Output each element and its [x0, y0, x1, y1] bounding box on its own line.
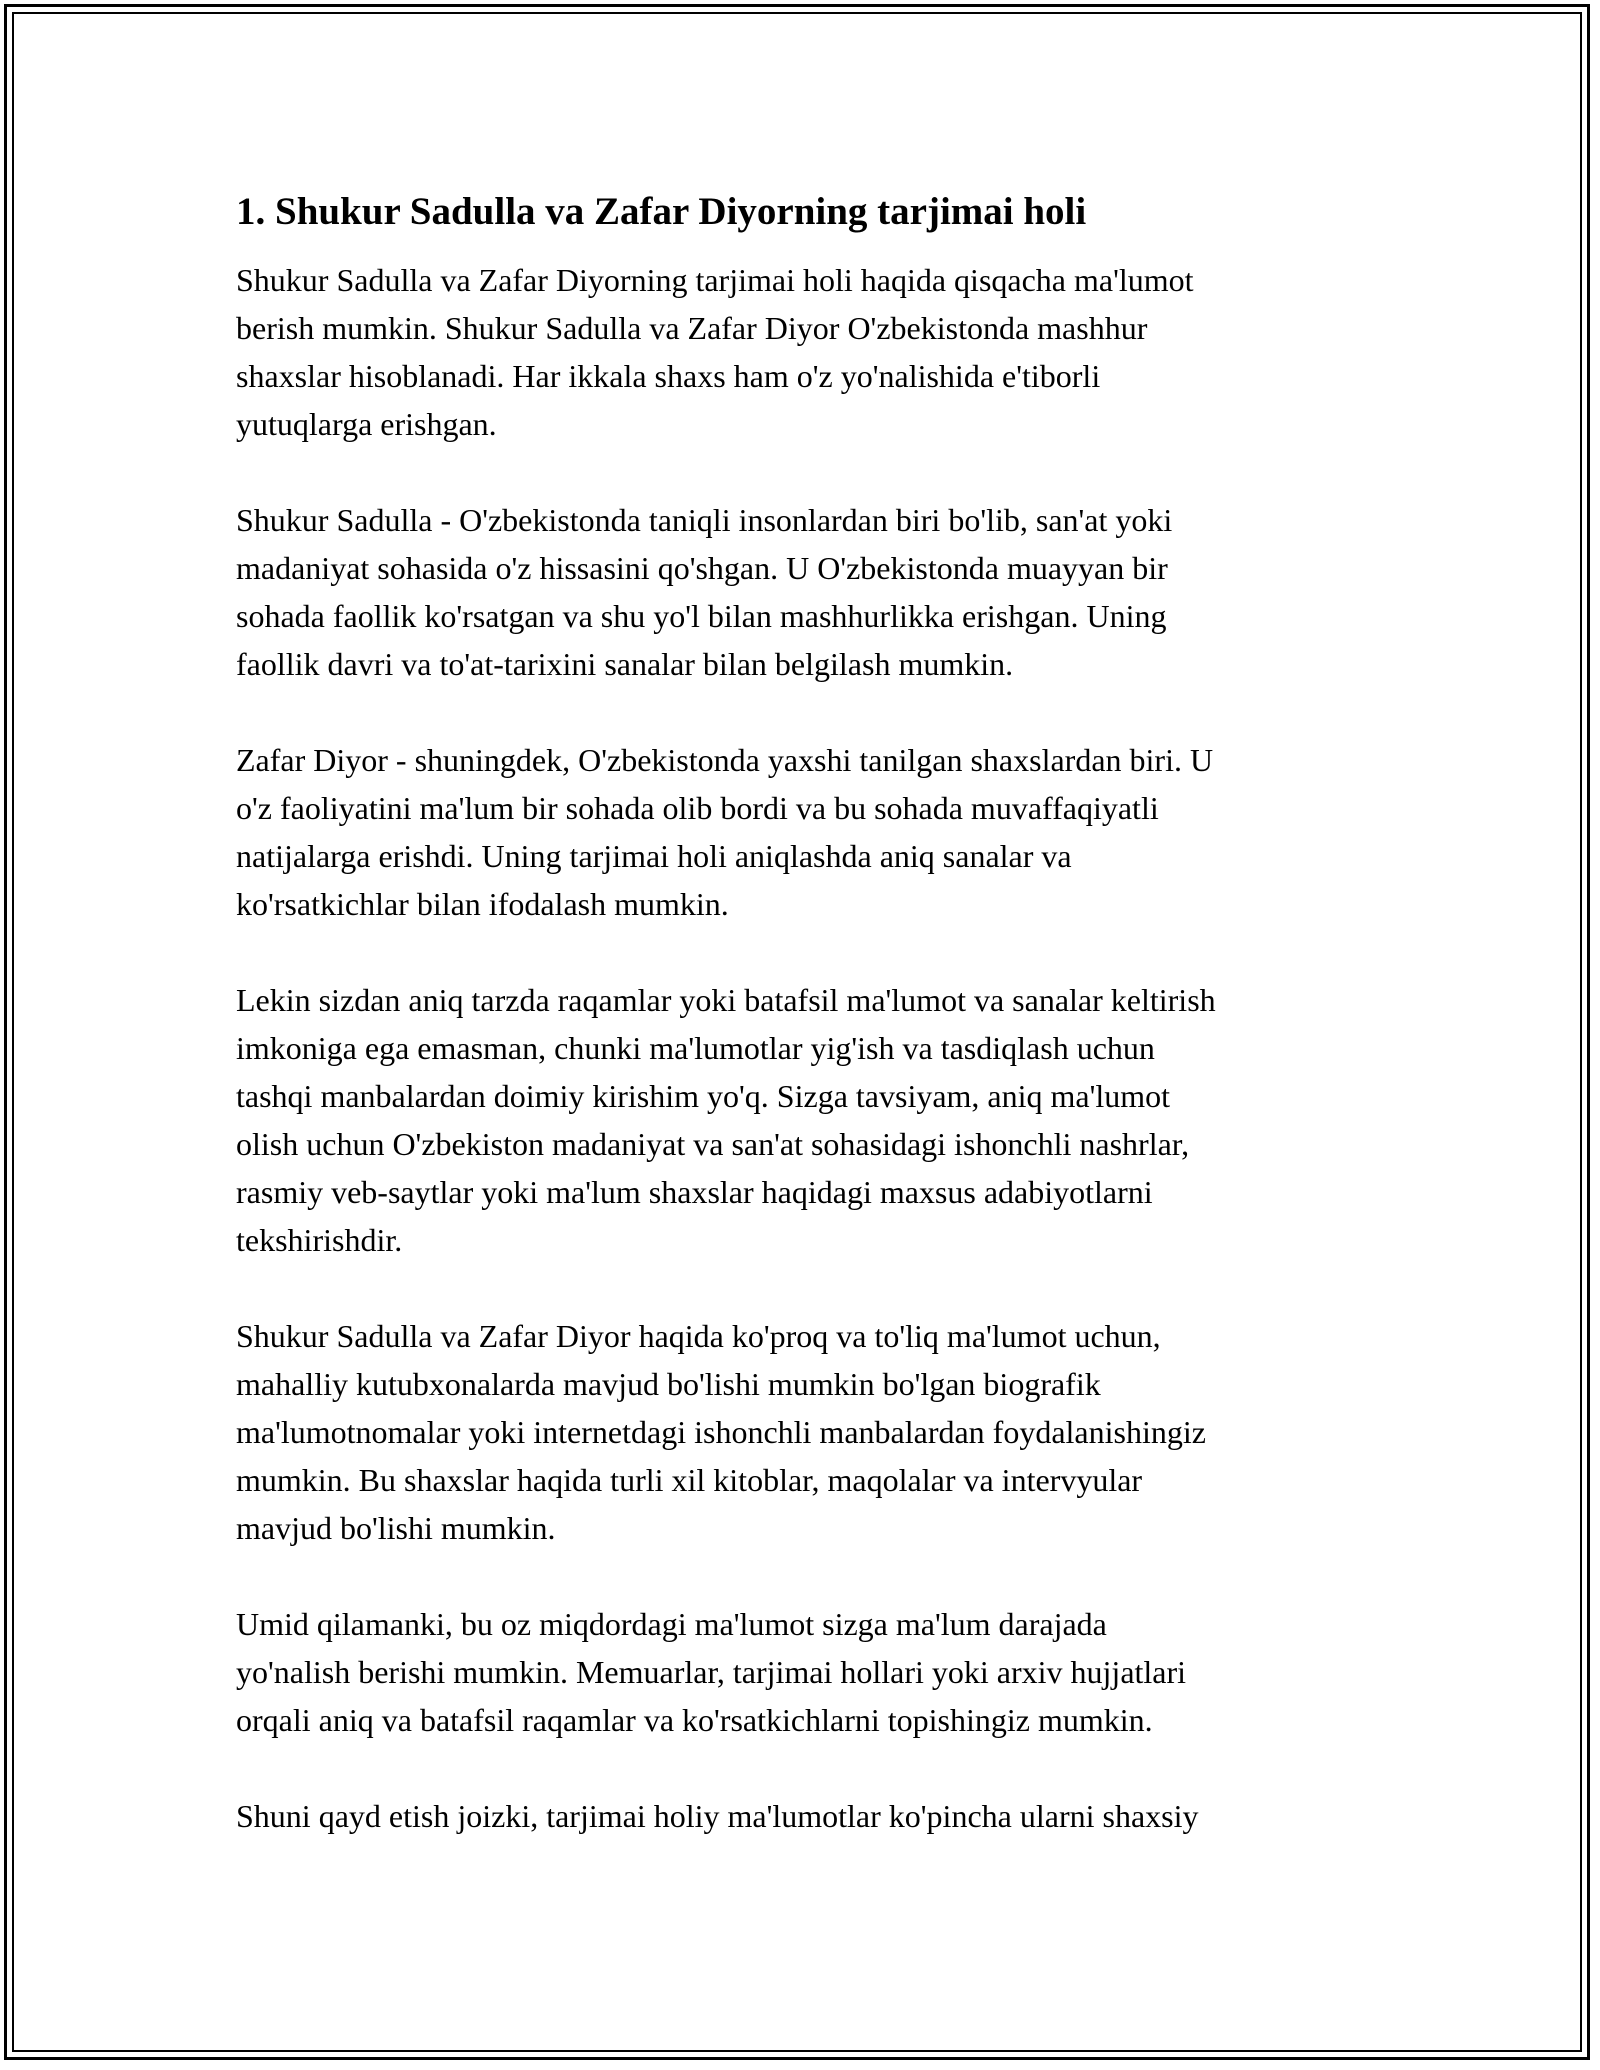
paragraph-line: Shukur Sadulla - O'zbekistonda taniqli insonlardan biri bo'lib, san'at yoki [236, 502, 1173, 538]
paragraph-limitations [236, 976, 1366, 1264]
paragraph-line: Zafar Diyor - shuningdek, O'zbekistonda yaxshi tanilgan shaxslardan biri. U [236, 742, 1214, 778]
paragraph-line: Shukur Sadulla va Zafar Diyorning tarjimai holi haqida qisqacha ma'lumot [236, 262, 1194, 298]
paragraph-line: Shuni qayd etish joizki, tarjimai holiy ma'lumotlar ko'pincha ularni shaxsiy [236, 1798, 1199, 1834]
paragraph-line: olish uchun O'zbekiston madaniyat va san'at sohasidagi ishonchli nashrlar, [236, 1126, 1190, 1162]
paragraph-shukur-sadulla [236, 496, 1366, 688]
paragraph-line: ma'lumotnomalar yoki internetdagi ishonchli manbalardan foydalanishingiz [236, 1414, 1206, 1450]
paragraph-line: yo'nalish berishi mumkin. Memuarlar, tarjimai hollari yoki arxiv hujjatlari [236, 1654, 1187, 1690]
paragraph-line: ko'rsatkichlar bilan ifodalash mumkin. [236, 886, 729, 922]
paragraph-line: Shukur Sadulla va Zafar Diyor haqida ko'proq va to'liq ma'lumot uchun, [236, 1318, 1161, 1354]
paragraph-line: Lekin sizdan aniq tarzda raqamlar yoki batafsil ma'lumot va sanalar keltirish [236, 982, 1216, 1018]
paragraph-line: rasmiy veb-saytlar yoki ma'lum shaxslar haqidagi maxsus adabiyotlarni [236, 1174, 1153, 1210]
paragraph-line: sohada faollik ko'rsatgan va shu yo'l bilan mashhurlikka erishgan. Uning [236, 598, 1167, 634]
paragraph-line: tekshirishdir. [236, 1222, 403, 1258]
paragraph-intro [236, 256, 1366, 448]
document-title: 1. Shukur Sadulla va Zafar Diyorning tarjimai holi [236, 190, 1087, 233]
paragraph-line: Umid qilamanki, bu oz miqdordagi ma'lumot sizga ma'lum darajada [236, 1606, 1107, 1642]
paragraph-line: faollik davri va to'at-tarixini sanalar bilan belgilash mumkin. [236, 646, 1014, 682]
paragraph-line: mumkin. Bu shaxslar haqida turli xil kitoblar, maqolalar va intervyular [236, 1462, 1143, 1498]
paragraph-line: natijalarga erishdi. Uning tarjimai holi aniqlashda aniq sanalar va [236, 838, 1072, 874]
paragraph-line: o'z faoliyatini ma'lum bir sohada olib bordi va bu sohada muvaffaqiyatli [236, 790, 1159, 826]
paragraph-note [236, 1792, 1366, 1840]
paragraph-line: madaniyat sohasida o'z hissasini qo'shgan. U O'zbekistonda muayyan bir [236, 550, 1168, 586]
paragraph-line: yutuqlarga erishgan. [236, 406, 497, 442]
paragraph-line: mahalliy kutubxonalarda mavjud bo'lishi mumkin bo'lgan biografik [236, 1366, 1101, 1402]
paragraph-line: shaxslar hisoblanadi. Har ikkala shaxs ham o'z yo'nalishida e'tiborli [236, 358, 1101, 394]
paragraph-line: berish mumkin. Shukur Sadulla va Zafar Diyor O'zbekistonda mashhur [236, 310, 1148, 346]
paragraph-line: tashqi manbalardan doimiy kirishim yo'q. Sizga tavsiyam, aniq ma'lumot [236, 1078, 1171, 1114]
paragraph-zafar-diyor [236, 736, 1366, 928]
document-body [236, 186, 1366, 1888]
paragraph-line: orqali aniq va batafsil raqamlar va ko'rsatkichlarni topishingiz mumkin. [236, 1702, 1153, 1738]
paragraph-sources [236, 1312, 1366, 1552]
paragraph-line: imkoniga ega emasman, chunki ma'lumotlar yig'ish va tasdiqlash uchun [236, 1030, 1155, 1066]
paragraph-line: mavjud bo'lishi mumkin. [236, 1510, 556, 1546]
paragraph-hope [236, 1600, 1366, 1744]
